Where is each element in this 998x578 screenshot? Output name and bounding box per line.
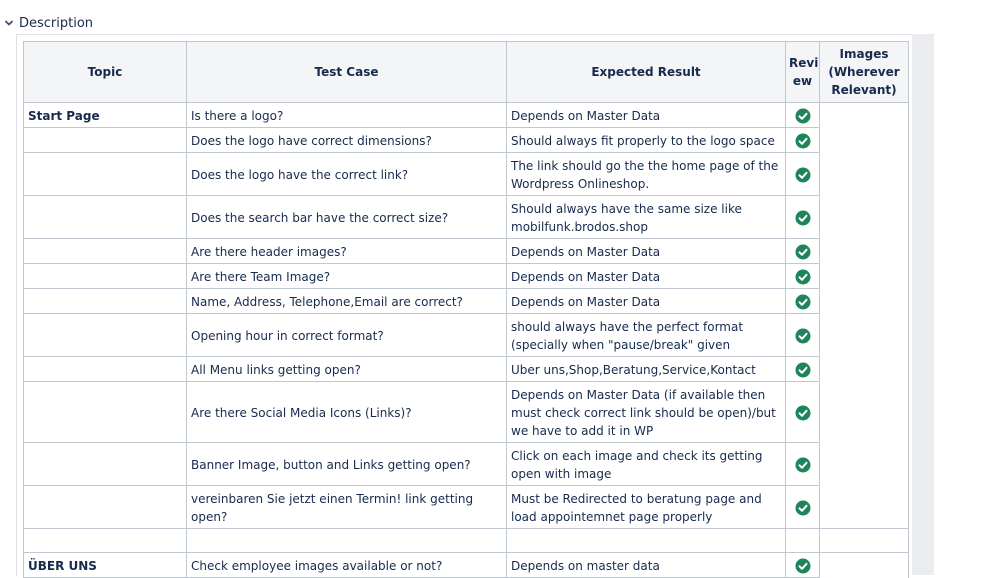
test-case-cell[interactable]: Does the logo have the correct link?: [187, 153, 507, 196]
table-row: [24, 314, 909, 357]
expected-result-cell[interactable]: Depends on Master Data: [507, 103, 786, 128]
expected-result-cell[interactable]: Depends on master data: [507, 553, 786, 578]
topic-cell[interactable]: [24, 529, 187, 553]
review-cell[interactable]: [786, 128, 820, 153]
topic-cell[interactable]: [24, 196, 187, 239]
table-row: [24, 289, 909, 314]
check-icon: [795, 244, 811, 260]
test-case-cell[interactable]: Banner Image, button and Links getting open?: [187, 443, 507, 486]
images-cell[interactable]: [820, 529, 909, 553]
review-cell[interactable]: [786, 314, 820, 357]
table-row: [24, 239, 909, 264]
test-case-table: [23, 41, 909, 578]
topic-cell[interactable]: [24, 289, 187, 314]
check-icon: [795, 558, 811, 574]
review-cell[interactable]: [786, 529, 820, 553]
header-expected-result: Expected Result: [507, 42, 786, 103]
table-row: [24, 529, 909, 553]
test-case-cell[interactable]: Check employee images available or not?: [187, 553, 507, 578]
test-case-cell[interactable]: Name, Address, Telephone,Email are correct?: [187, 289, 507, 314]
topic-cell[interactable]: Start Page: [24, 103, 187, 128]
expected-result-cell[interactable]: Uber uns,Shop,Beratung,Service,Kontact: [507, 357, 786, 382]
images-cell[interactable]: [820, 239, 909, 264]
test-case-cell[interactable]: vereinbaren Sie jetzt einen Termin! link getting open?: [187, 486, 507, 529]
check-icon: [795, 269, 811, 285]
check-icon: [795, 362, 811, 378]
table-row: [24, 382, 909, 443]
table-row: [24, 553, 909, 578]
test-case-cell[interactable]: Are there Social Media Icons (Links)?: [187, 382, 507, 443]
table-row: [24, 486, 909, 529]
topic-cell[interactable]: [24, 239, 187, 264]
header-images: Images (Wherever Relevant): [820, 42, 909, 103]
table-row: [24, 357, 909, 382]
expected-result-cell[interactable]: Should always fit properly to the logo space: [507, 128, 786, 153]
table-row: [24, 443, 909, 486]
images-cell[interactable]: [820, 264, 909, 289]
test-case-cell[interactable]: Does the logo have correct dimensions?: [187, 128, 507, 153]
header-topic: Topic: [24, 42, 187, 103]
review-cell[interactable]: [786, 486, 820, 529]
table-row: [24, 128, 909, 153]
test-case-cell[interactable]: [187, 529, 507, 553]
test-case-cell[interactable]: Are there header images?: [187, 239, 507, 264]
images-cell[interactable]: [820, 314, 909, 357]
images-cell[interactable]: [820, 128, 909, 153]
topic-cell[interactable]: [24, 443, 187, 486]
review-cell[interactable]: [786, 153, 820, 196]
check-icon: [795, 405, 811, 421]
check-icon: [795, 457, 811, 473]
review-cell[interactable]: [786, 553, 820, 578]
images-cell[interactable]: [820, 553, 909, 578]
images-cell[interactable]: [820, 153, 909, 196]
table-row: [24, 103, 909, 128]
test-case-cell[interactable]: All Menu links getting open?: [187, 357, 507, 382]
check-icon: [795, 167, 811, 183]
expected-result-cell[interactable]: The link should go the the home page of the Wordpress Onlineshop.: [507, 153, 786, 196]
chevron-down-icon[interactable]: [2, 16, 16, 30]
topic-cell[interactable]: [24, 382, 187, 443]
review-cell[interactable]: [786, 196, 820, 239]
expected-result-cell[interactable]: Depends on Master Data: [507, 239, 786, 264]
expected-result-cell[interactable]: Depends on Master Data: [507, 264, 786, 289]
table-row: [24, 153, 909, 196]
test-case-cell[interactable]: Is there a logo?: [187, 103, 507, 128]
test-case-cell[interactable]: Opening hour in correct format?: [187, 314, 507, 357]
topic-cell[interactable]: [24, 264, 187, 289]
review-cell[interactable]: [786, 382, 820, 443]
check-icon: [795, 210, 811, 226]
expected-result-cell[interactable]: Depends on Master Data (if available then must check correct link should be open)/but we have to add it in WP: [507, 382, 786, 443]
vertical-scrollbar[interactable]: [912, 34, 934, 575]
images-cell[interactable]: [820, 103, 909, 128]
header-test-case: Test Case: [187, 42, 507, 103]
topic-cell[interactable]: [24, 153, 187, 196]
table-row: [24, 196, 909, 239]
review-cell[interactable]: [786, 289, 820, 314]
expected-result-cell[interactable]: should always have the perfect format (specially when "pause/break" given: [507, 314, 786, 357]
check-icon: [795, 500, 811, 516]
topic-cell[interactable]: ÜBER UNS: [24, 553, 187, 578]
table-header-row: [24, 42, 909, 103]
review-cell[interactable]: [786, 357, 820, 382]
images-cell[interactable]: [820, 196, 909, 239]
review-cell[interactable]: [786, 264, 820, 289]
images-cell[interactable]: [820, 382, 909, 443]
description-section-toggle[interactable]: [2, 13, 93, 33]
review-cell[interactable]: [786, 239, 820, 264]
topic-cell[interactable]: [24, 486, 187, 529]
expected-result-cell[interactable]: Must be Redirected to beratung page and load appointemnet page properly: [507, 486, 786, 529]
images-cell[interactable]: [820, 486, 909, 529]
topic-cell[interactable]: [24, 357, 187, 382]
review-cell[interactable]: [786, 103, 820, 128]
check-icon: [795, 133, 811, 149]
images-cell[interactable]: [820, 443, 909, 486]
topic-cell[interactable]: [24, 314, 187, 357]
review-cell[interactable]: [786, 443, 820, 486]
expected-result-cell[interactable]: Click on each image and check its getting open with image: [507, 443, 786, 486]
check-icon: [795, 294, 811, 310]
section-title: Description: [19, 15, 94, 31]
expected-result-cell[interactable]: Should always have the same size like mobilfunk.brodos.shop: [507, 196, 786, 239]
check-icon: [795, 328, 811, 344]
expected-result-cell[interactable]: Depends on Master Data: [507, 289, 786, 314]
topic-cell[interactable]: [24, 128, 187, 153]
test-case-cell[interactable]: Does the search bar have the correct size?: [187, 196, 507, 239]
header-review: Revi ew: [786, 42, 820, 103]
test-case-cell[interactable]: Are there Team Image?: [187, 264, 507, 289]
table-row: [24, 264, 909, 289]
expected-result-cell[interactable]: [507, 529, 786, 553]
images-cell[interactable]: [820, 357, 909, 382]
images-cell[interactable]: [820, 289, 909, 314]
check-icon: [795, 108, 811, 124]
